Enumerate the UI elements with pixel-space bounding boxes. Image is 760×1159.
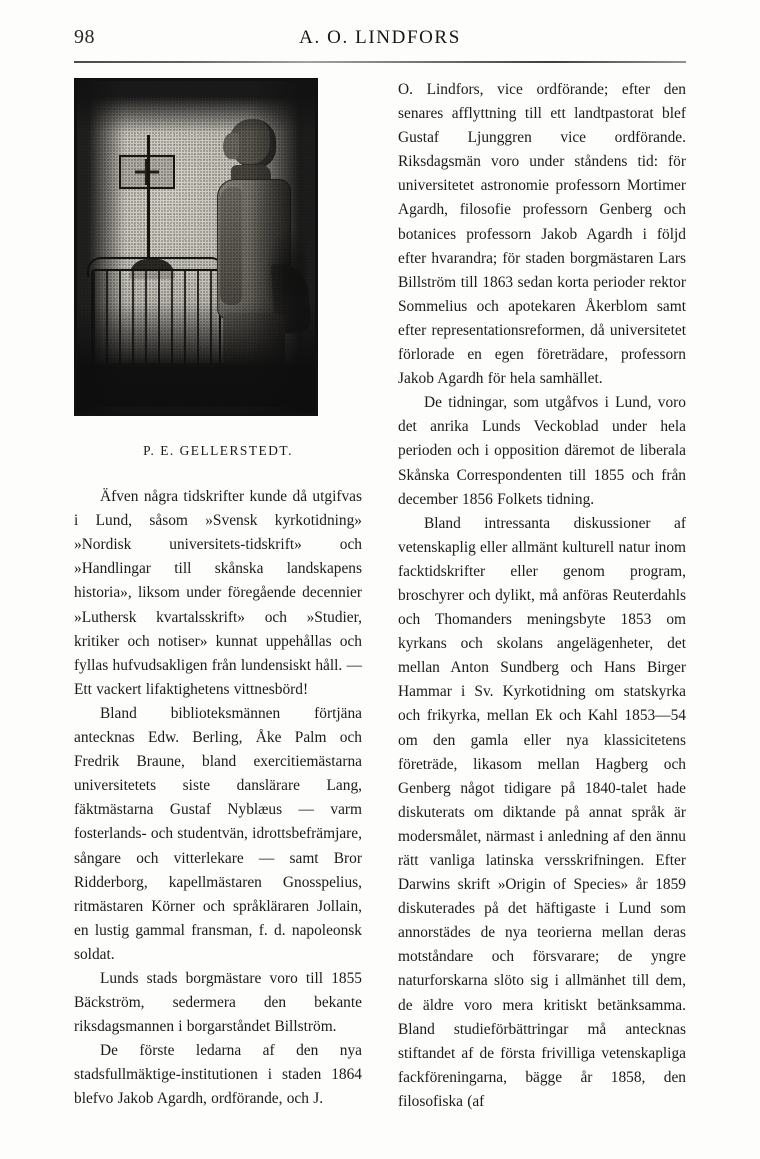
- page-number: 98: [74, 26, 95, 48]
- plate-vignette: [77, 81, 315, 413]
- paragraph: Bland biblioteksmännen förtjäna antecknas Edw. Berling, Åke Palm och Fredrik Braune, bland exercitiemästarna universitetets siste danslärare Lang, fäktmästarna Gustaf Nyblæus — varm fosterlands- och studentvän, idrottsbefrämjare, sångare och vitterlekare — samt Bror Ridderborg, kapellmästaren Gnosspelius, ritmästaren Körner och språkläraren Jollain, en lustig gammal fransman, f. d. napoleonsk soldat.: [74, 704, 362, 963]
- illustration-frame: [74, 78, 318, 416]
- paragraph: Lunds stads borgmästare voro till 1855 Bäckström, sedermera den bekante riksdagsmannen i borgarståndet Billström.: [74, 969, 362, 1036]
- right-text-column: [398, 78, 686, 1114]
- paragraph: Bland intressanta diskussioner af vetenskaplig eller allmänt kulturell natur inom facktidskrifter eller genom program, broschyrer och dylikt, må anföras Reuterdahls och Thomanders meningsbyte 1853 om kyrkans och skolans angelägenheter, det mellan Anton Sundberg och Hans Birger Hammar i Sv. Kyrkotidning om statskyrka och frikyrka, mellan Ek och Kahl 1853—54 om den gamla eller nya klassicitetens företräde, likasom mellan Hagberg och Genberg något tidigare på 1840-talet hade diskuterats om diktande på annat språk är modersmålet, närmast i anledning af den ännu rätt vanliga latinska versskrifningen. Efter Darwins skrift »Origin of Species» år 1859 diskuterades på det häftigaste i Lund som annorstädes de nya teorierna mellan deras motståndare och försvarare; de yngre naturforskarna slöto sig i allmänhet till dem, de äldre voro mera kritiskt betänksamma. Bland studieförbättringar må antecknas stiftandet af de första frivilliga vetenskapliga fackföreningarna, bägge år 1858, den filosofiska (af: [398, 514, 686, 1110]
- running-head-title: A. O. LINDFORS: [299, 27, 461, 48]
- figure-plate: [74, 78, 362, 463]
- header-rule: [74, 61, 686, 63]
- paragraph: De förste ledarna af den nya stadsfullmäktige-institutionen i staden 1864 blefvo Jakob Agardh, ordförande, och J.: [74, 1042, 362, 1108]
- left-column-body: [74, 485, 362, 1111]
- illustration-image: [77, 81, 315, 413]
- running-head: [74, 26, 686, 60]
- left-text-column: [74, 78, 362, 1112]
- figure-caption: P. E. GELLERSTEDT.: [143, 443, 293, 458]
- paragraph: O. Lindfors, vice ordförande; efter den senares afflyttning till ett landtpastorat blef Gustaf Ljunggren vice ordförande. Riksdagsmän voro under ståndens tid: för universitetet astronomie professorn Mortimer Agardh, filosofie professorn Genberg och botanices professorn Jakob Agardh i följd efter hvarandra; för staden borgmästaren Lars Billström till 1863 sedan korta perioder rektor Sommelius och apotekaren Åkerblom samt efter representationsreformen, då universitetet förlorade en egen företrädare, professorn Jakob Agardh för hela samhället.: [398, 81, 686, 388]
- paragraph: De tidningar, som utgåfvos i Lund, voro det anrika Lunds Veckoblad under hela perioden och i opposition däremot de liberala Skånska Correspondenten till 1855 och från december 1856 Folkets tidning.: [398, 394, 686, 508]
- paragraph: Äfven några tidskrifter kunde då utgifvas i Lund, såsom »Svensk kyrkotidning» »Nordisk universitets-tidskrift» och »Handlingar till skånska landskapens historia», liksom under föregående decennier »Luthersk kvartalsskrift» och »Studier, kritiker och notiser» kunnat uppehållas och fyllas hufvudsakligen från lundensiskt håll. — Ett vackert lifaktighetens vittnesbörd!: [74, 488, 362, 698]
